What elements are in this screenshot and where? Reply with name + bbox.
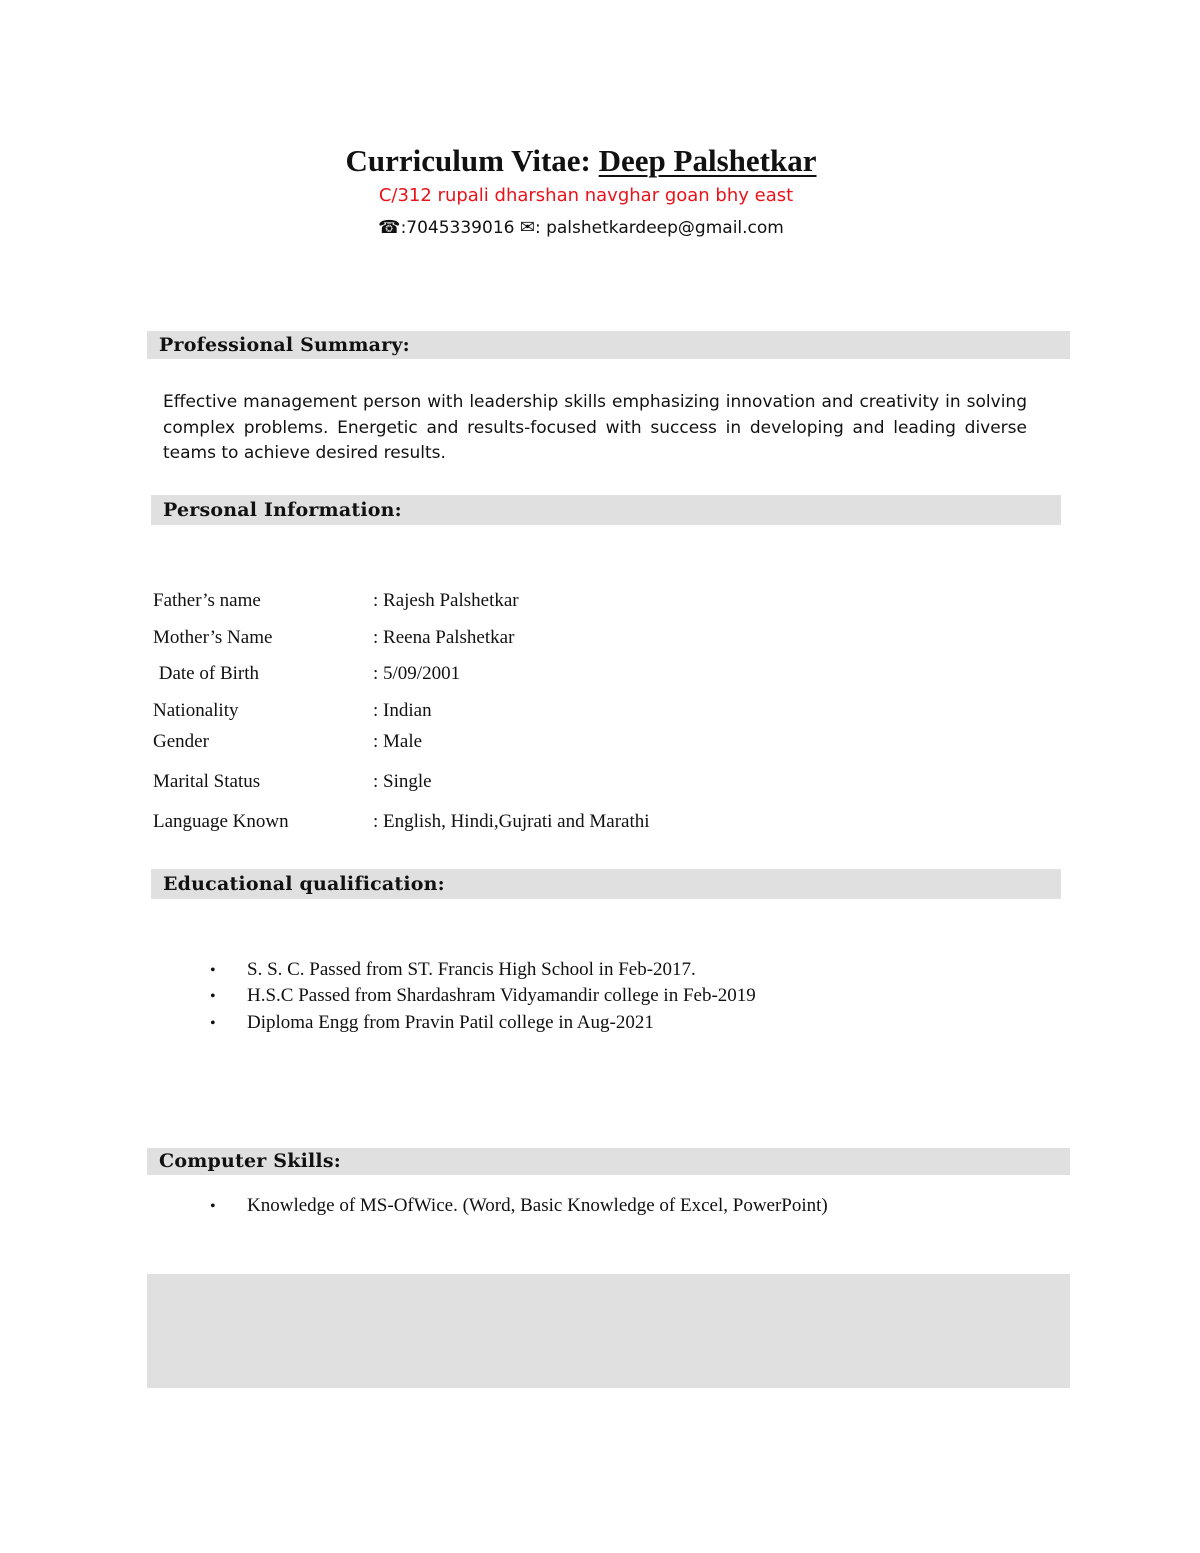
info-value-nationality: : Indian	[373, 700, 432, 721]
info-label-gender: Gender	[153, 731, 209, 752]
info-value-marital: : Single	[373, 771, 432, 792]
candidate-name: Deep Palshetkar	[598, 143, 817, 178]
info-value-dob: : 5/09/2001	[373, 663, 461, 684]
education-heading-bar	[151, 869, 1061, 899]
info-value-gender: : Male	[373, 731, 423, 752]
skills-item	[210, 1194, 828, 1219]
summary-heading: Professional Summary:	[159, 334, 410, 356]
email-address: : palshetkardeep@gmail.com	[534, 218, 784, 238]
bullet: •	[210, 1198, 216, 1215]
info-label-dob: Date of Birth	[154, 663, 260, 684]
info-label-marital: Marital Status	[153, 771, 261, 792]
bullet: •	[210, 1015, 216, 1032]
education-item-text: S. S. C. Passed from ST. Francis High School in Feb-2017.	[247, 959, 696, 980]
address: C/312 rupali dharshan navghar goan bhy east	[378, 185, 794, 206]
phone-number: :7045339016	[400, 218, 515, 238]
summary-text: Effective management person with leadership skills emphasizing innovation and creativity in solving complex problems. Energetic and results-focused with success in developing and leading diverse teams to achieve desired results.	[163, 392, 1027, 463]
personal-heading-bar	[151, 495, 1061, 525]
education-item-text: Diploma Engg from Pravin Patil college in Aug-2021	[247, 1012, 654, 1033]
bullet: •	[210, 962, 216, 979]
education-item	[210, 984, 756, 1009]
personal-heading: Personal Information:	[163, 499, 402, 521]
skills-item-text: Knowledge of MS-OfWice. (Word, Basic Knowledge of Excel, PowerPoint)	[247, 1195, 828, 1216]
education-item	[210, 1011, 654, 1036]
title-prefix: Curriculum Vitae:	[345, 143, 599, 178]
info-label-language: Language Known	[153, 811, 289, 832]
page-title	[0, 142, 1162, 180]
info-value-language: : English, Hindi,Gujrati and Marathi	[373, 811, 650, 832]
summary-heading-bar	[147, 331, 1070, 359]
info-value-father: : Rajesh Palshetkar	[373, 590, 519, 611]
mail-icon: ✉	[519, 217, 535, 238]
education-heading: Educational qualification:	[163, 873, 445, 895]
info-label-mother: Mother’s Name	[153, 627, 273, 648]
education-item-text: H.S.C Passed from Shardashram Vidyamandir college in Feb-2019	[247, 985, 756, 1006]
bullet: •	[210, 988, 216, 1005]
info-label-father: Father’s name	[153, 590, 261, 611]
skills-heading-bar	[147, 1148, 1070, 1175]
info-value-mother: : Reena Palshetkar	[373, 627, 515, 648]
info-label-nationality: Nationality	[153, 700, 239, 721]
skills-heading: Computer Skills:	[159, 1150, 341, 1172]
education-item	[210, 958, 696, 983]
phone-icon: ☎	[378, 217, 401, 238]
blank-shaded-block	[147, 1274, 1070, 1388]
contact-line	[0, 217, 1162, 239]
